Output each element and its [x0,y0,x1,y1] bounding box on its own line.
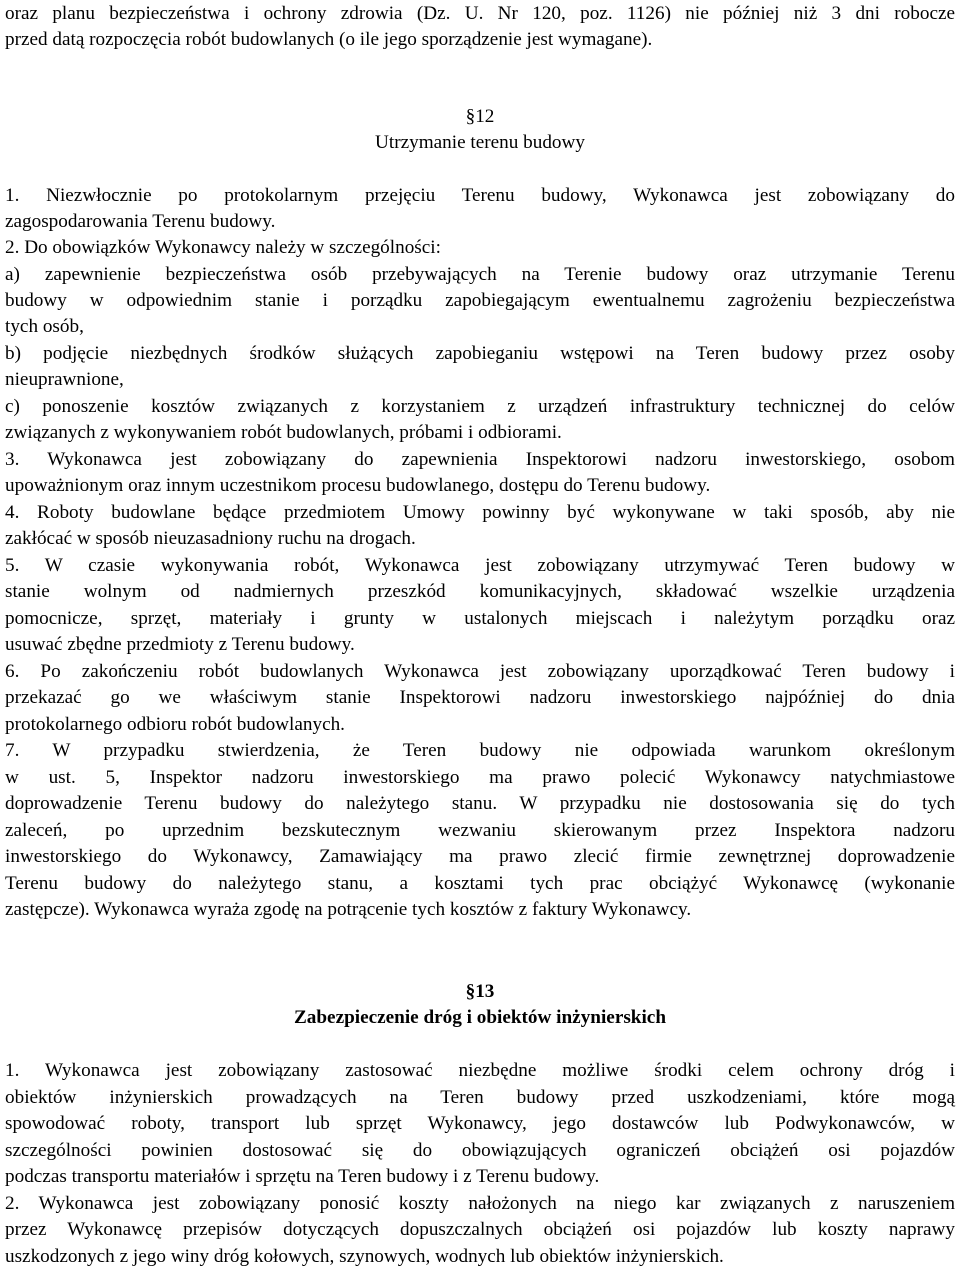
paragraph-line: 2. Do obowiązków Wykonawcy należy w szczególności: [5,237,441,258]
paragraph-line: 1. Wykonawca jest zobowiązany zastosować niezbędne możliwe środki celem ochrony dróg i [5,1060,955,1081]
paragraph-line: 6. Po zakończeniu robót budowlanych Wykonawca jest zobowiązany uporządkować Teren budowy i [5,661,955,682]
paragraph-line: tych osób, [5,316,84,337]
paragraph-line: podczas transportu materiałów i sprzętu na Teren budowy i z Terenu budowy. [5,1166,600,1187]
paragraph-line: spowodować roboty, transport lub sprzęt Wykonawcy, jego dostawców lub Podwykonawców, w [5,1113,955,1134]
paragraph-line: stanie wolnym od nadmiernych przeszkód komunikacyjnych, składować wszelkie urządzenia [5,581,955,602]
paragraph-line: doprowadzenie Terenu budowy do należytego stanu. W przypadku nie dostosowania się do tych [5,793,955,814]
paragraph-line: 4. Roboty budowlane będące przedmiotem Umowy powinny być wykonywane w taki sposób, aby nie [5,502,955,523]
paragraph-line: Terenu budowy do należytego stanu, a kosztami tych prac obciążyć Wykonawcę (wykonanie [5,873,955,894]
section-title: Zabezpieczenie dróg i obiektów inżynierskich [293,1007,666,1028]
paragraph-line: przed datą rozpoczęcia robót budowlanych (o ile jego sporządzenie jest wymagane). [5,29,653,50]
paragraph-line: usuwać zbędne przedmioty z Terenu budowy. [5,634,355,655]
section-number: §12 [465,106,495,127]
paragraph-line: 1. Niezwłocznie po protokolarnym przejęciu Terenu budowy, Wykonawca jest zobowiązany do [5,185,955,206]
paragraph-line: budowy w odpowiednim stanie i porządku zapobiegającym ewentualnemu zagrożeniu bezpieczeństwa [5,290,955,311]
paragraph-line: przez Wykonawcę przepisów dotyczących dopuszczalnych obciążeń osi pojazdów lub koszty naprawy [5,1219,955,1240]
paragraph-line: zastępcze). Wykonawca wyraża zgodę na potrącenie tych kosztów z faktury Wykonawcy. [5,899,692,920]
paragraph-line: 7. W przypadku stwierdzenia, że Teren budowy nie odpowiada warunkom określonym [5,740,955,761]
paragraph-line: 2. Wykonawca jest zobowiązany ponosić koszty nałożonych na niego kar związanych z naruszeniem [5,1193,955,1214]
paragraph-line: pomocnicze, sprzęt, materiały i grunty w ustalonych miejscach i należytym porządku oraz [5,608,955,629]
paragraph-line: zagospodarowania Terenu budowy. [5,211,276,232]
paragraph-line: upoważnionym oraz innym uczestnikom procesu budowlanego, dostępu do Terenu budowy. [5,475,711,496]
paragraph-line: szczególności powinien dostosować się do obowiązujących ograniczeń obciążeń osi pojazdów [5,1140,955,1161]
paragraph-line: przekazać go we właściwym stanie Inspektorowi nadzoru inwestorskiego najpóźniej do dnia [5,687,955,708]
paragraph-line: zakłócać w sposób nieuzasadniony ruchu na drogach. [5,528,416,549]
paragraph-line: inwestorskiego do Wykonawcy, Zamawiający ma prawo zlecić firmie zewnętrznej doprowadzenie [5,846,955,867]
paragraph-line: zaleceń, po uprzednim bezskutecznym wezwaniu skierowanym przez Inspektora nadzoru [5,820,955,841]
paragraph-line: b) podjęcie niezbędnych środków służących zapobieganiu wstępowi na Teren budowy przez osoby [5,343,955,364]
paragraph-line: a) zapewnienie bezpieczeństwa osób przebywających na Terenie budowy oraz utrzymanie Terenu [5,264,955,285]
paragraph-line: związanych z wykonywaniem robót budowlanych, próbami i odbiorami. [5,422,562,443]
paragraph-line: w ust. 5, Inspektor nadzoru inwestorskiego ma prawo polecić Wykonawcy natychmiastowe [5,767,955,788]
paragraph-line: 3. Wykonawca jest zobowiązany do zapewnienia Inspektorowi nadzoru inwestorskiego, osobom [5,449,955,470]
section-number: §13 [465,981,495,1002]
paragraph-line: uszkodzonych z jego winy dróg kołowych, szynowych, wodnych lub obiektów inżynierskich. [5,1246,724,1267]
paragraph-line: oraz planu bezpieczeństwa i ochrony zdrowia (Dz. U. Nr 120, poz. 1126) nie później niż 3 dni robocze [5,3,955,24]
paragraph-line: 5. W czasie wykonywania robót, Wykonawca jest zobowiązany utrzymywać Teren budowy w [5,555,955,576]
paragraph-line: protokolarnego odbioru robót budowlanych. [5,714,345,735]
paragraph-line: c) ponoszenie kosztów związanych z korzystaniem z urządzeń infrastruktury technicznej do celów [5,396,955,417]
section-title: Utrzymanie terenu budowy [375,132,585,153]
paragraph-line: nieuprawnione, [5,369,124,390]
paragraph-line: obiektów inżynierskich prowadzących na Teren budowy przed uszkodzeniami, które mogą [5,1087,955,1108]
